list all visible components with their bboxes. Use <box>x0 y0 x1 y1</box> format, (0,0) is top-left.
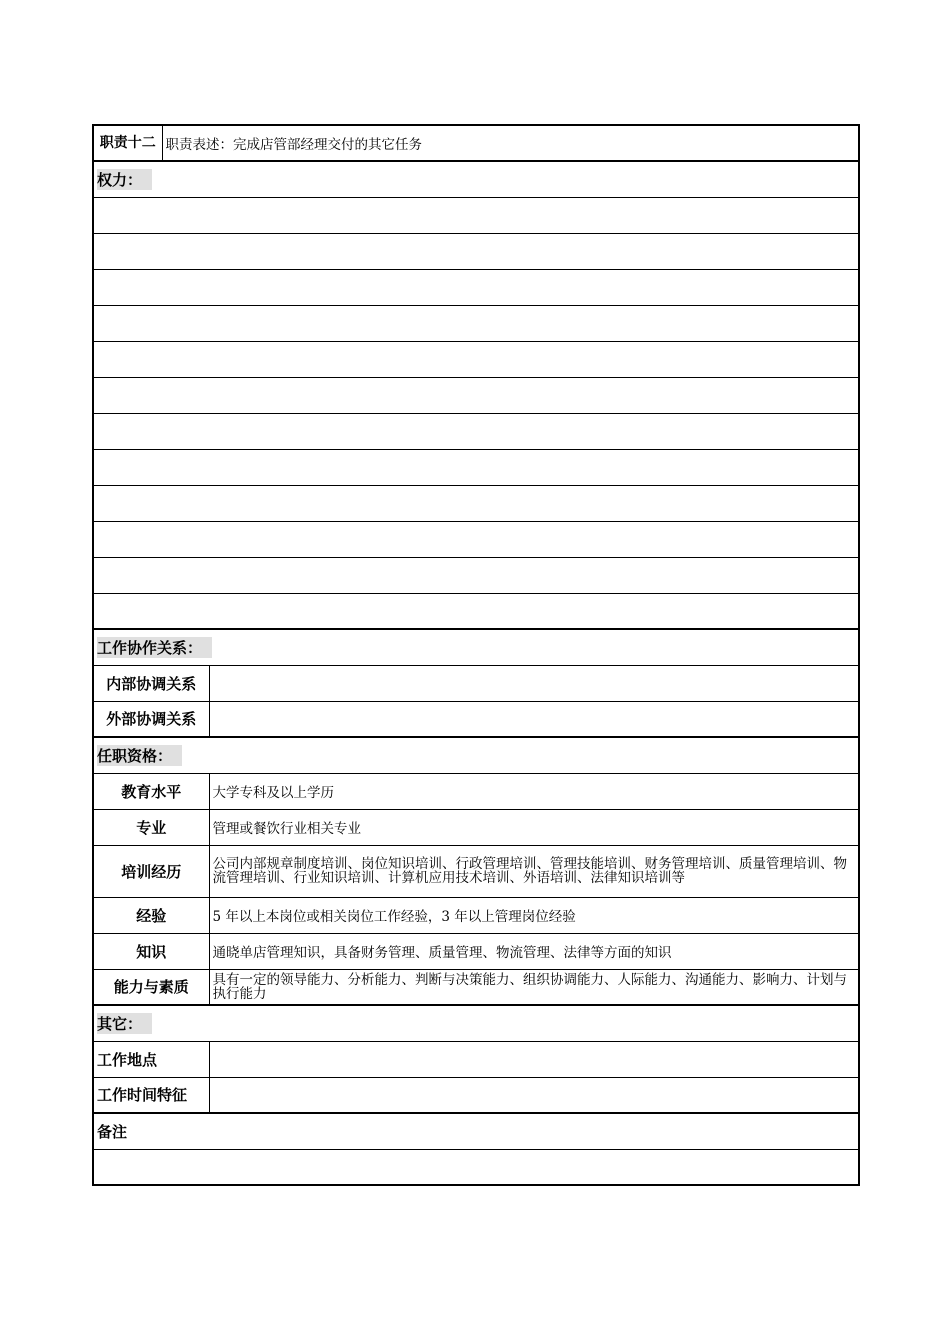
authority-blank-row <box>93 521 859 557</box>
qualification-row-major <box>93 809 859 845</box>
authority-header: 权力： <box>97 169 152 190</box>
authority-blank-row <box>93 413 859 449</box>
ability-value: 具有一定的领导能力、分析能力、判断与决策能力、组织协调能力、人际能力、沟通能力、影响力、计划与执行能力 <box>209 969 859 1005</box>
authority-blank-row <box>93 557 859 593</box>
work-time-value <box>209 1077 859 1113</box>
major-value: 管理或餐饮行业相关专业 <box>209 809 859 845</box>
remarks-value <box>93 1149 859 1185</box>
experience-value: 5 年以上本岗位或相关岗位工作经验，3 年以上管理岗位经验 <box>209 897 859 933</box>
authority-blank-row <box>93 377 859 413</box>
work-location-value <box>209 1041 859 1077</box>
knowledge-label: 知识 <box>93 933 209 969</box>
authority-blank-row <box>93 485 859 521</box>
qualification-row-experience <box>93 897 859 933</box>
other-header: 其它： <box>97 1013 152 1034</box>
external-coordination-row <box>93 701 859 737</box>
experience-label: 经验 <box>93 897 209 933</box>
authority-header-row <box>93 161 859 197</box>
qualifications-header-row <box>93 737 859 773</box>
internal-coordination-label: 内部协调关系 <box>93 665 209 701</box>
qualification-row-ability <box>93 969 859 1005</box>
training-value: 公司内部规章制度培训、岗位知识培训、行政管理培训、管理技能培训、财务管理培训、质量管理培训、物流管理培训、行业知识培训、计算机应用技术培训、外语培训、法律知识培训等 <box>209 845 859 897</box>
work-time-label: 工作时间特征 <box>93 1077 209 1113</box>
remarks-header-row <box>93 1113 859 1149</box>
authority-blank-row <box>93 233 859 269</box>
external-coordination-value <box>209 701 859 737</box>
authority-blank-row <box>93 197 859 233</box>
job-description-sheet <box>92 124 858 1186</box>
authority-blank-row <box>93 449 859 485</box>
duty12-description: 职责表述：完成店管部经理交付的其它任务 <box>162 125 859 161</box>
work-location-label: 工作地点 <box>93 1041 209 1077</box>
qualification-row-knowledge <box>93 933 859 969</box>
external-coordination-label: 外部协调关系 <box>93 701 209 737</box>
training-label: 培训经历 <box>93 845 209 897</box>
qualifications-header: 任职资格： <box>97 745 182 766</box>
internal-coordination-value <box>209 665 859 701</box>
duty12-row <box>93 125 859 161</box>
authority-blank-row <box>93 593 859 629</box>
qualification-row-training <box>93 845 859 897</box>
work-time-row <box>93 1077 859 1113</box>
duty12-label: 职责十二 <box>93 125 162 161</box>
remarks-header: 备注 <box>93 1113 859 1149</box>
remarks-value-row <box>93 1149 859 1185</box>
authority-blank-row <box>93 341 859 377</box>
major-label: 专业 <box>93 809 209 845</box>
collaboration-header: 工作协作关系： <box>97 637 212 658</box>
qualification-row-education <box>93 773 859 809</box>
authority-blank-row <box>93 269 859 305</box>
ability-label: 能力与素质 <box>93 969 209 1005</box>
collaboration-header-row <box>93 629 859 665</box>
internal-coordination-row <box>93 665 859 701</box>
knowledge-value: 通晓单店管理知识，具备财务管理、质量管理、物流管理、法律等方面的知识 <box>209 933 859 969</box>
education-value: 大学专科及以上学历 <box>209 773 859 809</box>
authority-blank-row <box>93 305 859 341</box>
work-location-row <box>93 1041 859 1077</box>
job-description-table <box>92 124 860 1186</box>
education-label: 教育水平 <box>93 773 209 809</box>
other-header-row <box>93 1005 859 1041</box>
